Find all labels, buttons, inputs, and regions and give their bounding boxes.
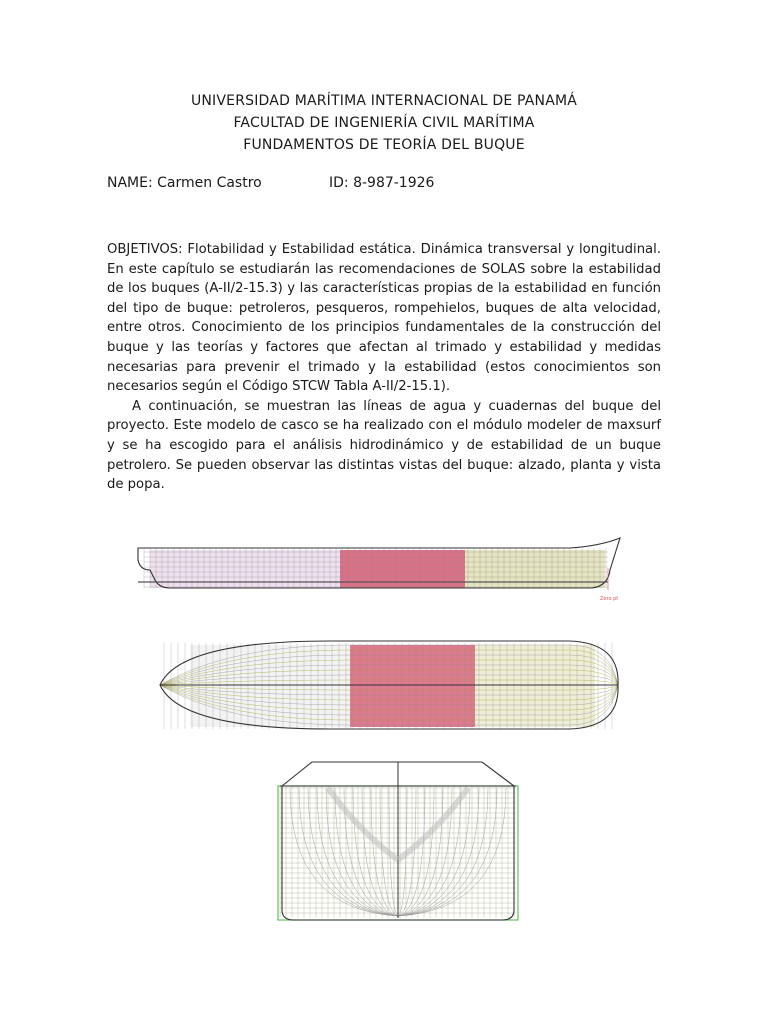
hull-profile-view bbox=[130, 530, 625, 602]
intro-paragraph: A continuación, se muestran las líneas de agua y cuadernas del buque del proyecto. Este modelo de casco se ha realizado con el módulo modeler de maxsurf y se ha escogido para el análisis hidrodinámico y de estabilidad de un buque petrolero. Se pueden observar las distintas vistas del buque: alzado, planta y vista de popa. bbox=[107, 398, 661, 493]
student-name: NAME: Carmen Castro bbox=[107, 175, 262, 191]
university-title: UNIVERSIDAD MARÍTIMA INTERNACIONAL DE PANAMÁ bbox=[190, 93, 578, 109]
zero-point-label: Zero pt bbox=[600, 596, 619, 602]
course-title: FUNDAMENTOS DE TEORÍA DEL BUQUE bbox=[243, 137, 525, 153]
student-id: ID: 8-987-1926 bbox=[329, 175, 435, 191]
hull-plan-view bbox=[150, 635, 625, 740]
faculty-title: FACULTAD DE INGENIERÍA CIVIL MARÍTIMA bbox=[233, 115, 535, 131]
objectives-paragraph: OBJETIVOS: Flotabilidad y Estabilidad estática. Dinámica transversal y longitudinal. En este capítulo se estudiarán las recomendaciones de SOLAS sobre la estabilidad de los buques (A-II/2-15.3) y las características propias de la estabilidad en función del tipo de buque: petroleros, pesqueros, rompehielos, buques de alta velocidad, entre otros. Conocimiento de los principios fundamentales de la construcción del buque y las teorías y factores que afectan al trimado y estabilidad y medidas necesarias para prevenir el trimado y la estabilidad (estos conocimientos son necesarios según el Código STCW Tabla A-II/2-15.1). bbox=[107, 242, 661, 395]
body-text bbox=[107, 240, 661, 495]
hull-body-plan-view bbox=[272, 760, 524, 922]
document-header bbox=[0, 90, 768, 156]
plan-midship-band bbox=[350, 645, 475, 727]
